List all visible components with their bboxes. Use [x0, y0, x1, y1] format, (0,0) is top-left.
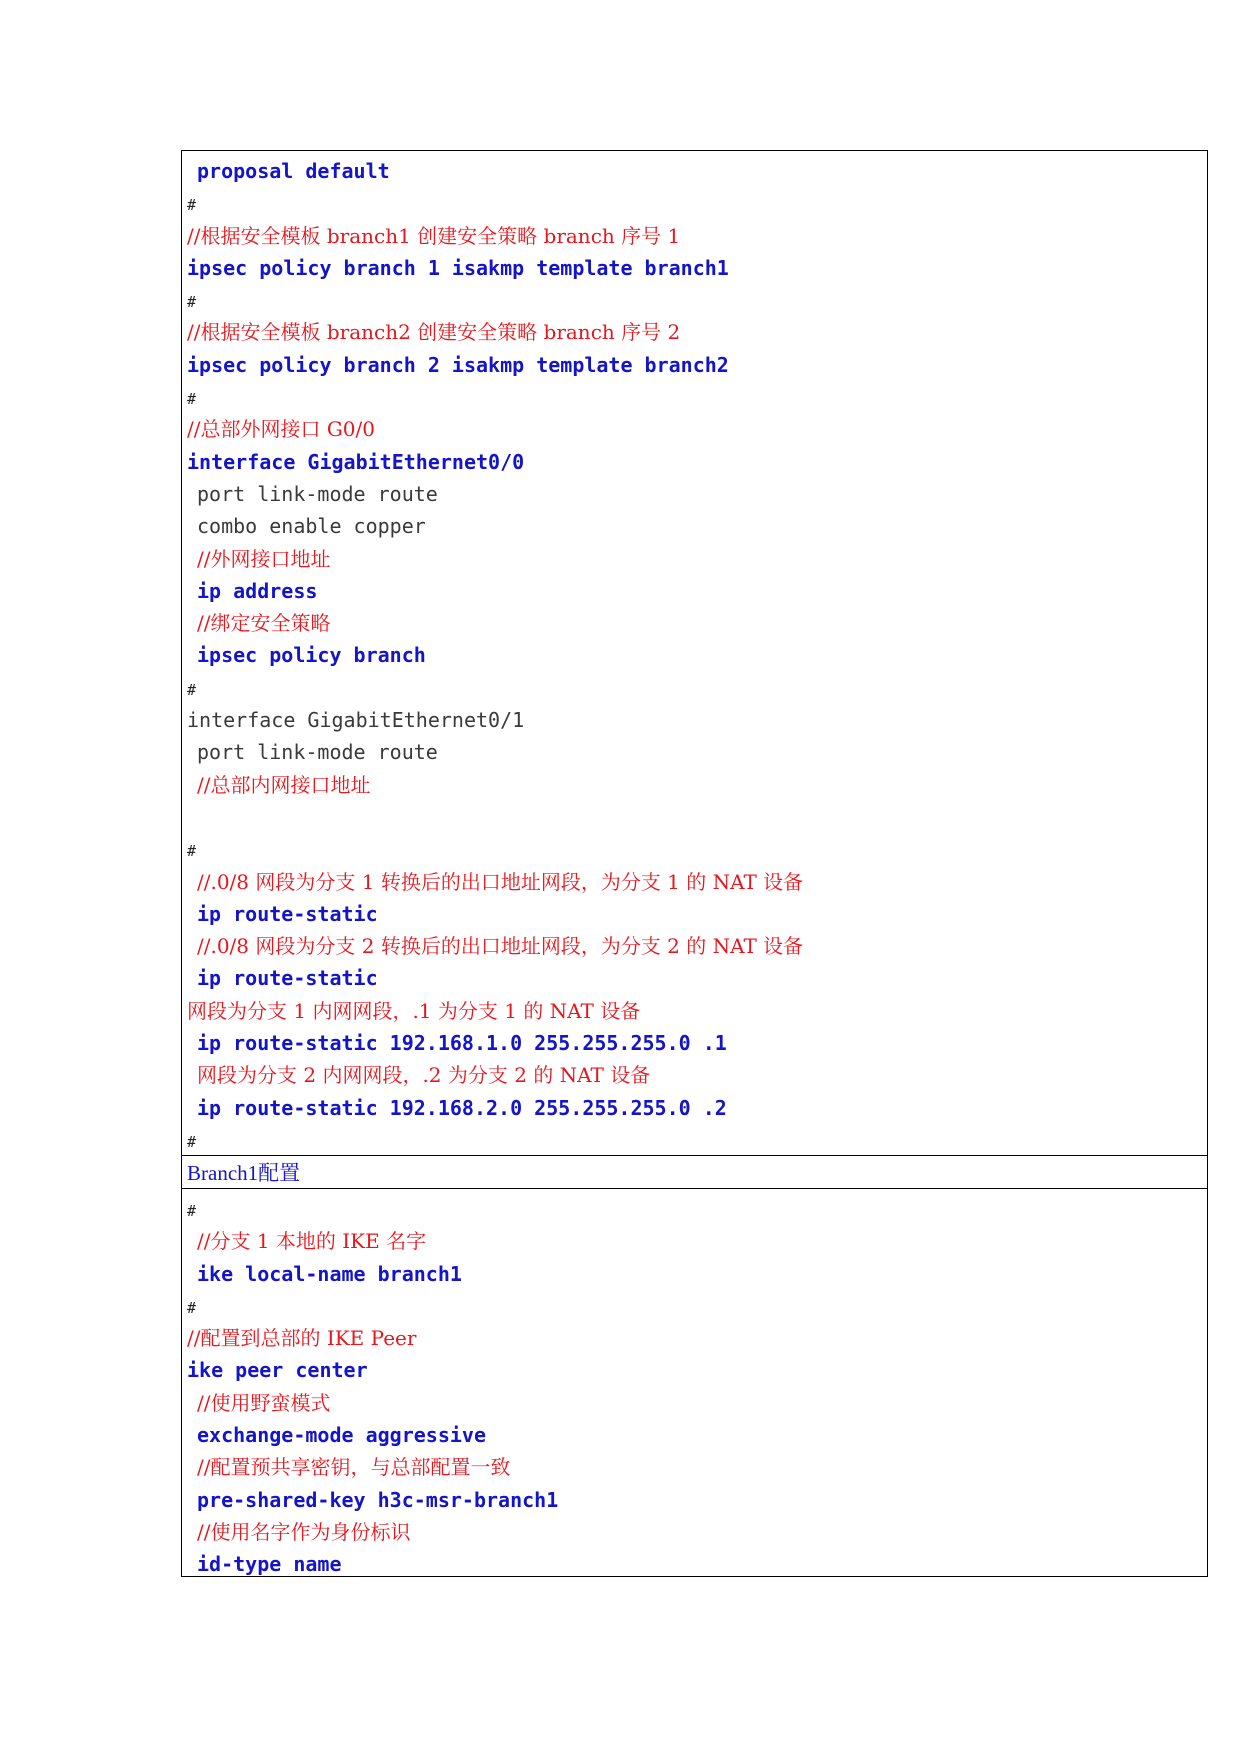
config-command-line [182, 349, 1207, 381]
config-comment-line [182, 220, 1207, 252]
config-comment-line [182, 1516, 1207, 1548]
config-command-line [182, 1354, 1207, 1386]
config-line-text: //使用名字作为身份标识 [197, 1519, 411, 1544]
config-comment-line [182, 543, 1207, 575]
config-line-text: exchange-mode aggressive [197, 1423, 486, 1448]
config-command-line [182, 1092, 1207, 1124]
config-comment-line [182, 995, 1207, 1027]
config-comment-line [182, 607, 1207, 639]
config-line-text: ip route-static 192.168.1.0 255.255.255.0 .1 [197, 1031, 727, 1056]
config-line-text: //外网接口地址 [197, 546, 331, 571]
config-line-text: id-type name [197, 1552, 342, 1577]
config-command-line [182, 736, 1207, 768]
config-comment-line [182, 1225, 1207, 1257]
config-comment-line [182, 930, 1207, 962]
config-line-text: //总部内网接口地址 [197, 772, 371, 797]
config-line-text: combo enable copper [197, 514, 426, 539]
config-line-text: //配置预共享密钥，与总部配置一致 [197, 1455, 511, 1480]
config-line-text: # [187, 1298, 197, 1317]
config-command-line [182, 1484, 1207, 1516]
config-line-text: # [187, 196, 197, 215]
config-line-text: //.0/8 网段为分支 2 转换后的出口地址网段，为分支 2 的 NAT 设备 [197, 934, 804, 959]
config-line-text: ip route-static [197, 901, 378, 926]
config-separator-line [182, 187, 1207, 219]
config-line-text: proposal default [197, 159, 390, 183]
config-separator-line [182, 381, 1207, 413]
config-command-line [182, 962, 1207, 994]
config-line-text: ip route-static [197, 966, 378, 991]
config-line-text: port link-mode route [197, 740, 438, 765]
branch1-config-title: Branch1配置 [187, 1161, 301, 1185]
config-comment-line [182, 1322, 1207, 1354]
config-line-text: ipsec policy branch 1 isakmp template branch1 [187, 255, 729, 280]
config-line-text: # [187, 680, 197, 699]
config-comment-line [182, 769, 1207, 801]
branch1-config-block [182, 1188, 1207, 1576]
config-line-text: ip address [197, 578, 318, 603]
config-comment-line [182, 866, 1207, 898]
config-line-text: //绑定安全策略 [197, 611, 331, 636]
config-line-text: //根据安全模板 branch1 创建安全策略 branch 序号 1 [187, 223, 681, 248]
config-command-line [182, 252, 1207, 284]
config-line-text: # [187, 1132, 197, 1151]
config-line-text: //总部外网接口 G0/0 [187, 417, 375, 442]
config-table [181, 150, 1208, 1577]
config-comment-line [182, 413, 1207, 445]
config-line-text: ip route-static 192.168.2.0 255.255.255.0 .2 [197, 1095, 727, 1120]
config-comment-line [182, 1059, 1207, 1091]
config-line-text: //.0/8 网段为分支 1 转换后的出口地址网段，为分支 1 的 NAT 设备 [197, 869, 804, 894]
config-command-line [182, 155, 1207, 187]
config-line-text: ipsec policy branch [197, 643, 426, 668]
config-line-text: interface GigabitEthernet0/0 [187, 449, 525, 474]
config-line-text: //根据安全模板 branch2 创建安全策略 branch 序号 2 [187, 320, 681, 345]
config-line-text: //分支 1 本地的 IKE 名字 [197, 1229, 427, 1254]
config-command-line [182, 898, 1207, 930]
config-command-line [182, 510, 1207, 542]
config-command-line [182, 575, 1207, 607]
config-line-text: # [187, 842, 197, 861]
config-line-text: port link-mode route [197, 481, 438, 506]
config-line-text: # [187, 390, 197, 409]
config-separator-line [182, 1193, 1207, 1225]
config-line-text: # [187, 293, 197, 312]
config-line-text: 网段为分支 1 内网网段，.1 为分支 1 的 NAT 设备 [187, 998, 641, 1023]
config-command-line [182, 1027, 1207, 1059]
config-separator-line [182, 833, 1207, 865]
config-comment-line [182, 316, 1207, 348]
config-command-line [182, 1548, 1207, 1580]
config-line-text: ipsec policy branch 2 isakmp template branch2 [187, 352, 729, 377]
config-comment-line [182, 1451, 1207, 1483]
config-line-text: # [187, 1202, 197, 1220]
config-command-line [182, 446, 1207, 478]
branch1-header-row [182, 1155, 1207, 1188]
config-line-text: pre-shared-key h3c-msr-branch1 [197, 1487, 559, 1512]
config-line-text: interface GigabitEthernet0/1 [187, 708, 525, 733]
config-command-line [182, 639, 1207, 671]
config-separator-line [182, 672, 1207, 704]
config-command-line [182, 1258, 1207, 1290]
config-separator-line [182, 1290, 1207, 1322]
headquarters-config-block [182, 151, 1207, 1155]
config-separator-line [182, 1124, 1207, 1156]
config-line-text: ike local-name branch1 [197, 1261, 462, 1286]
config-line-text: //配置到总部的 IKE Peer [187, 1326, 417, 1351]
config-line-text: 网段为分支 2 内网网段，.2 为分支 2 的 NAT 设备 [197, 1063, 651, 1088]
config-command-line [182, 478, 1207, 510]
config-line-text: //使用野蛮模式 [197, 1390, 331, 1415]
config-command-line [182, 1419, 1207, 1451]
config-line-text: ike peer center [187, 1358, 368, 1383]
config-comment-line [182, 1387, 1207, 1419]
config-separator-line [182, 284, 1207, 316]
config-command-line [182, 801, 1207, 833]
config-command-line [182, 704, 1207, 736]
